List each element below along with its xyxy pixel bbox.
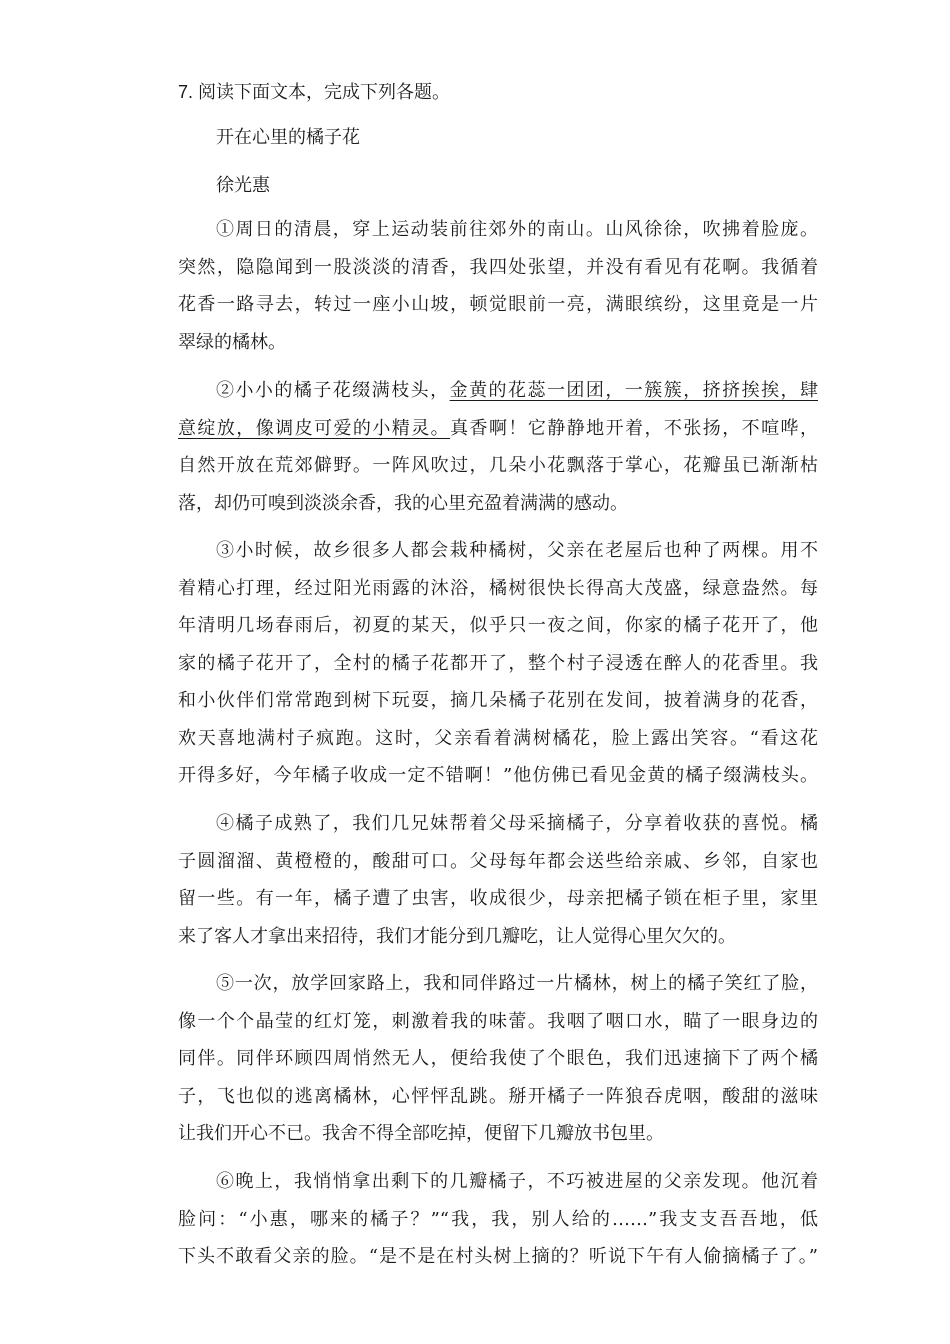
paragraph-2 [178, 372, 818, 522]
paragraph-line: 子圆溜溜、黄橙橙的，酸甜可口。父母每年都会送些给亲戚、乡邻，自家也 [178, 850, 818, 872]
paragraph-text: ②小小的橘子花缀满枝头， [216, 380, 450, 401]
paragraph-line: 着精心打理，经过阳光雨露的沐浴，橘树很快长得高大茂盛，绿意盎然。每 [178, 577, 818, 599]
paragraph-line: 花香一路寻去，转过一座小山坡，顿觉眼前一亮，满眼缤纷，这里竟是一片 [178, 294, 818, 315]
paragraph-line: 来了客人才拿出来招待，我们才能分到几瓣吃，让人觉得心里欠欠的。 [178, 925, 736, 947]
article-title: 开在心里的橘子花 [216, 127, 360, 148]
paragraph-4 [178, 805, 818, 955]
paragraph-line: 家的橘子花开了，全村的橘子花都开了，整个村子浸透在醉人的花香里。我 [178, 652, 818, 674]
paragraph-6 [178, 1163, 818, 1276]
paragraph-line: 脸问：“小惠，哪来的橘子？”“我，我，别人给的……”我支支吾吾地，低 [178, 1208, 818, 1230]
paragraph-line: 同伴。同伴环顾四周悄然无人，便给我使了个眼色，我们迅速摘下了两个橘 [178, 1048, 818, 1069]
question-instruction: 阅读下面文本，完成下列各题。 [198, 82, 451, 102]
article-author: 徐光惠 [216, 175, 270, 196]
paragraph-line: ⑤一次，放学回家路上，我和同伴路过一片橘林，树上的橘子笑红了脸， [216, 973, 818, 994]
paragraph-line: 开得多好，今年橘子收成一定不错啊！”他仿佛已看见金黄的橘子缀满枝头。 [178, 765, 818, 786]
paragraph-line: 欢天喜地满村子疯跑。这时，父亲看着满树橘花，脸上露出笑容。“看这花 [178, 727, 818, 749]
underlined-sentence: 金黄的花蕊一团团，一簇簇，挤挤挨挨，肆 [449, 380, 819, 401]
underlined-sentence: 意绽放，像调皮可爱的小精灵。 [178, 417, 451, 439]
paragraph-line: ①周日的清晨，穿上运动装前往郊外的南山。山风徐徐，吹拂着脸庞。 [216, 219, 818, 240]
paragraph-text: 真香啊！它静静地开着，不张扬，不喧哗， [450, 417, 818, 439]
paragraph-line [178, 372, 818, 410]
paragraph-line: ③小时候，故乡很多人都会栽种橘树，父亲在老屋后也种了两棵。用不 [216, 540, 818, 561]
paragraph-line: ⑥晚上，我悄悄拿出剩下的几瓣橘子，不巧被进屋的父亲发现。他沉着 [216, 1171, 818, 1192]
paragraph-line: 自然开放在荒郊僻野。一阵风吹过，几朵小花飘落于掌心，花瓣虽已渐渐枯 [178, 455, 818, 476]
paragraph-1 [178, 211, 818, 361]
paragraph-line: 翠绿的橘林。 [178, 331, 286, 353]
paragraph-line: 下头不敢看父亲的脸。“是不是在村头树上摘的？听说下午有人偷摘橘子了。” [178, 1246, 818, 1267]
paragraph-3 [178, 532, 818, 795]
question-prompt [178, 78, 450, 106]
paragraph-line: 年清明几场春雨后，初夏的某天，似乎只一夜之间，你家的橘子花开了，他 [178, 615, 818, 636]
question-number: 7. [178, 82, 194, 102]
paragraph-5 [178, 965, 818, 1153]
paragraph-line [178, 410, 818, 448]
paragraph-line: 留一些。有一年，橘子遭了虫害，收成很少，母亲把橘子锁在柜子里，家里 [178, 888, 818, 909]
paragraph-line: 和小伙伴们常常跑到树下玩耍，摘几朵橘子花别在发间，披着满身的花香， [178, 690, 818, 711]
paragraph-line: 落，却仍可嗅到淡淡余香，我的心里充盈着满满的感动。 [178, 492, 628, 514]
paragraph-line: 子，飞也似的逃离橘林，心怦怦乱跳。掰开橘子一阵狼吞虎咽，酸甜的滋味 [178, 1085, 818, 1107]
paragraph-line: 像一个个晶莹的红灯笼，刺激着我的味蕾。我咽了咽口水，瞄了一眼身边的 [178, 1010, 818, 1032]
paragraph-line: ④橘子成熟了，我们几兄妹帮着父母采摘橘子，分享着收获的喜悦。橘 [216, 813, 818, 834]
paragraph-line: 让我们开心不已。我舍不得全部吃掉，便留下几瓣放书包里。 [178, 1123, 664, 1144]
paragraph-line: 突然，隐隐闻到一股淡淡的清香，我四处张望，并没有看见有花啊。我循着 [178, 256, 818, 278]
